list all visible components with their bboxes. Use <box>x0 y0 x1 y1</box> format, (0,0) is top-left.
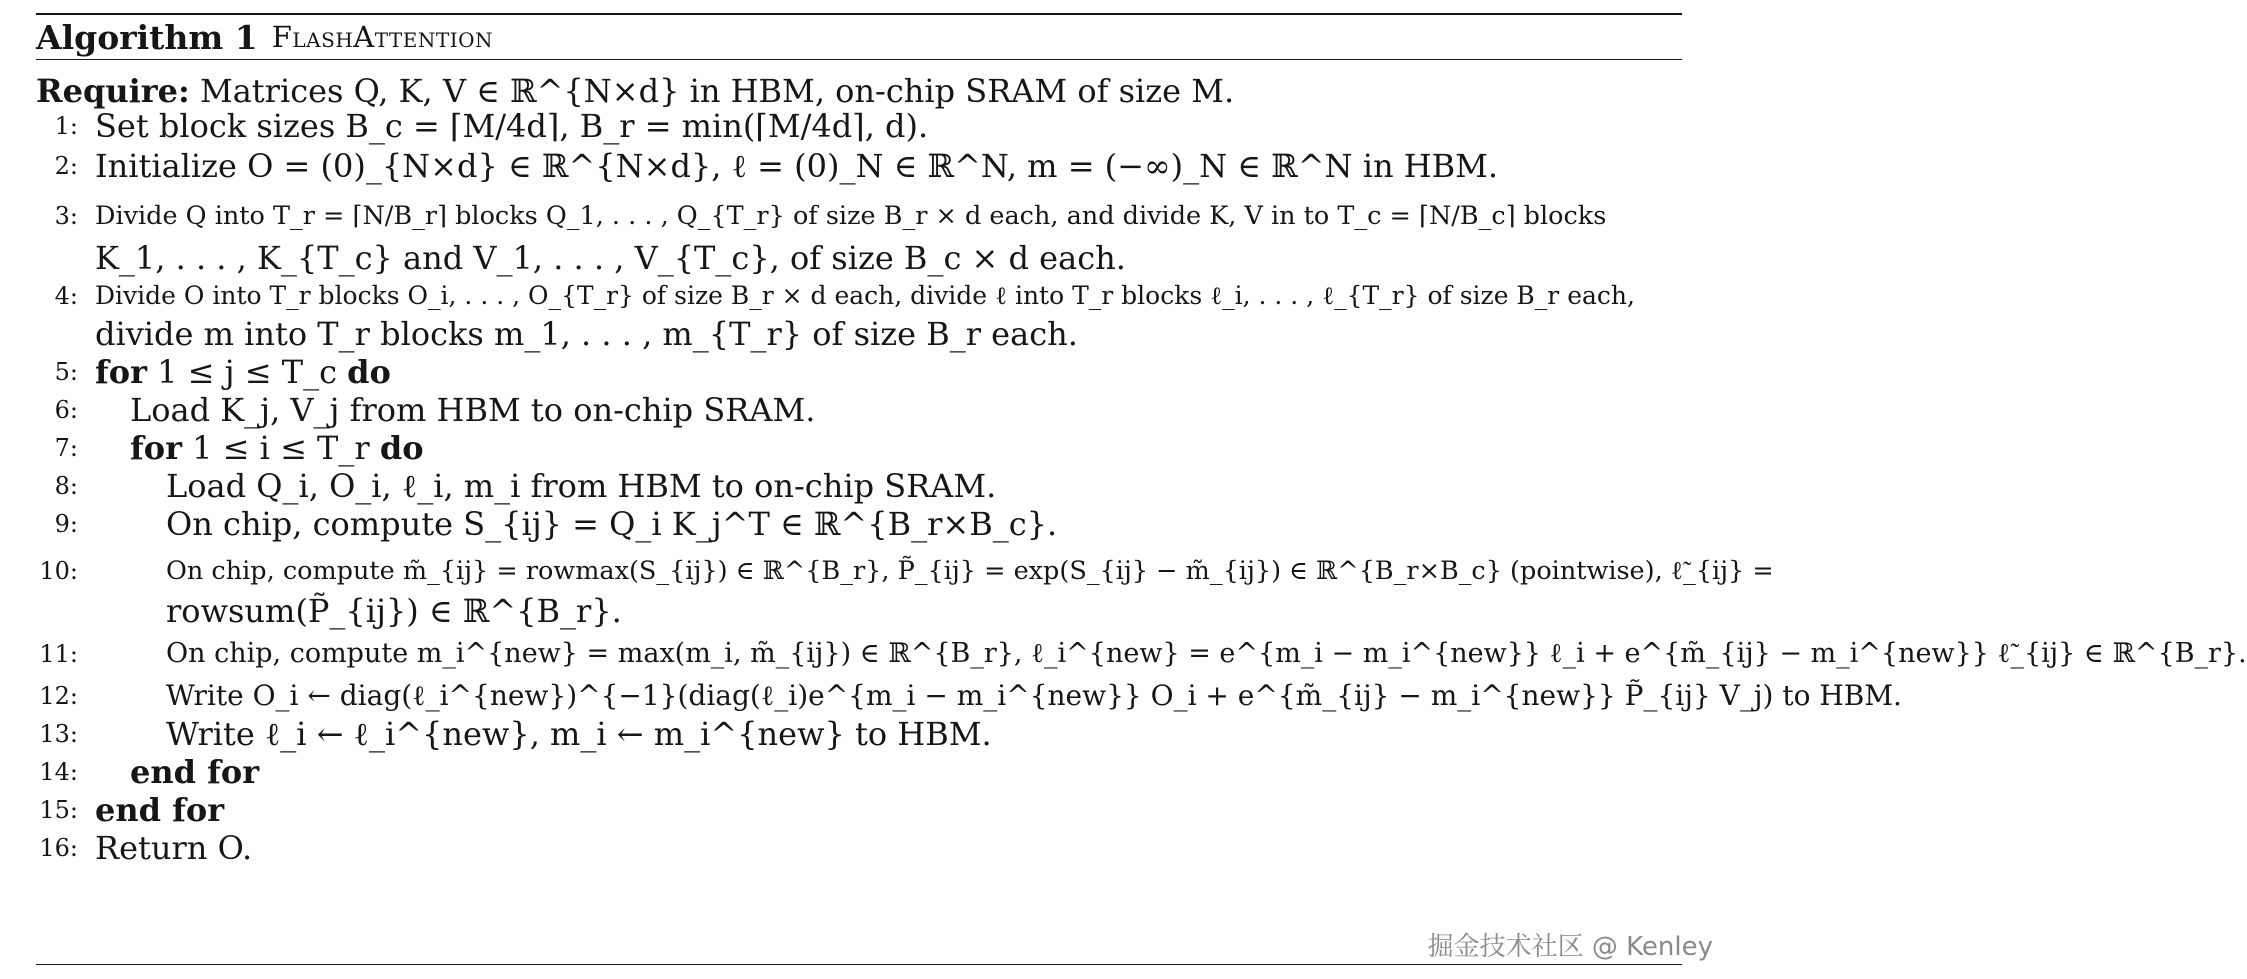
do-keyword: do <box>379 429 424 467</box>
line-number: 2: <box>54 152 78 180</box>
line-number: 16: <box>39 834 78 862</box>
bottom-rule <box>36 964 1682 965</box>
loop-range: 1 ≤ i ≤ T_r <box>192 429 370 467</box>
line-text-continued: K_1, . . . , K_{T_c} and V_1, . . . , V_{T_c}, of size B_c × d each. <box>95 239 1126 277</box>
line-number: 8: <box>54 472 78 500</box>
line-number: 12: <box>39 682 78 710</box>
line-number: 6: <box>54 396 78 424</box>
line-text: On chip, compute S_{ij} = Q_i K_j^T ∈ ℝ^{B_r×B_c}. <box>166 505 1058 543</box>
line-number: 7: <box>54 434 78 462</box>
line-text: Write O_i ← diag(ℓ_i^{new})^{−1}(diag(ℓ_i)e^{m_i − m_i^{new}} O_i + e^{m̃_{ij} − m_i^{new}} P̃_{ij} V_j) to HBM. <box>166 679 1902 712</box>
line-text: Load K_j, V_j from HBM to on-chip SRAM. <box>130 391 816 429</box>
watermark: 掘金技术社区 @ Kenley <box>1424 926 1717 963</box>
algorithm-name: FlashAttention <box>271 20 493 54</box>
line-text: Initialize O = (0)_{N×d} ∈ ℝ^{N×d}, ℓ = (0)_N ∈ ℝ^N, m = (−∞)_N ∈ ℝ^N in HBM. <box>95 147 1499 185</box>
end-for-keyword: end for <box>95 791 225 829</box>
line-number: 1: <box>54 112 78 140</box>
loop-range: 1 ≤ j ≤ T_c <box>157 353 337 391</box>
line-number: 3: <box>54 202 78 230</box>
line-number: 14: <box>39 758 78 786</box>
line-text-continued: divide m into T_r blocks m_1, . . . , m_{T_r} of size B_r each. <box>95 315 1078 353</box>
line-text: Load Q_i, O_i, ℓ_i, m_i from HBM to on-chip SRAM. <box>166 467 997 505</box>
require-line <box>36 72 1234 110</box>
algorithm-number: Algorithm 1 <box>36 17 258 57</box>
line-text-continued: rowsum(P̃_{ij}) ∈ ℝ^{B_r}. <box>166 592 622 630</box>
line-text: On chip, compute m̃_{ij} = rowmax(S_{ij}) ∈ ℝ^{B_r}, P̃_{ij} = exp(S_{ij} − m̃_{ij}) ∈ ℝ^{B_r×B_c} (pointwise), ℓ̃_{ij} = <box>166 556 1774 586</box>
do-keyword: do <box>347 353 391 391</box>
for-keyword: for <box>95 353 147 391</box>
header-rule <box>36 59 1682 60</box>
line-text: Set block sizes B_c = ⌈M/4d⌉, B_r = min(⌈M/4d⌉, d). <box>95 107 929 145</box>
algorithm-header <box>36 17 493 57</box>
line-number: 4: <box>54 282 78 310</box>
line-number: 10: <box>39 557 78 585</box>
line-text: Write ℓ_i ← ℓ_i^{new}, m_i ← m_i^{new} to HBM. <box>166 715 992 753</box>
line-number: 15: <box>39 796 78 824</box>
line-text: Return O. <box>95 829 253 867</box>
for-keyword: for <box>130 429 182 467</box>
line-number: 9: <box>54 510 78 538</box>
require-text: Matrices Q, K, V ∈ ℝ^{N×d} in HBM, on-chip SRAM of size M. <box>199 72 1235 110</box>
line-number: 13: <box>39 720 78 748</box>
top-rule <box>36 13 1682 15</box>
line-text: Divide O into T_r blocks O_i, . . . , O_{T_r} of size B_r × d each, divide ℓ into T_r blocks ℓ_i, . . . , ℓ_{T_r} of size B_r each, <box>95 281 1635 310</box>
require-keyword: Require: <box>36 72 190 110</box>
line-number: 5: <box>54 358 78 386</box>
end-for-keyword: end for <box>130 753 260 791</box>
line-number: 11: <box>39 640 78 668</box>
line-text: Divide Q into T_r = ⌈N/B_r⌉ blocks Q_1, . . . , Q_{T_r} of size B_r × d each, and divide K, V in to T_c = ⌈N/B_c⌉ blocks <box>95 201 1607 231</box>
line-text: On chip, compute m_i^{new} = max(m_i, m̃_{ij}) ∈ ℝ^{B_r}, ℓ_i^{new} = e^{m_i − m_i^{new}} ℓ_i + e^{m̃_{ij} − m_i^{new}} ℓ̃_{ij} ∈ ℝ^{B_r}. <box>166 638 2247 669</box>
